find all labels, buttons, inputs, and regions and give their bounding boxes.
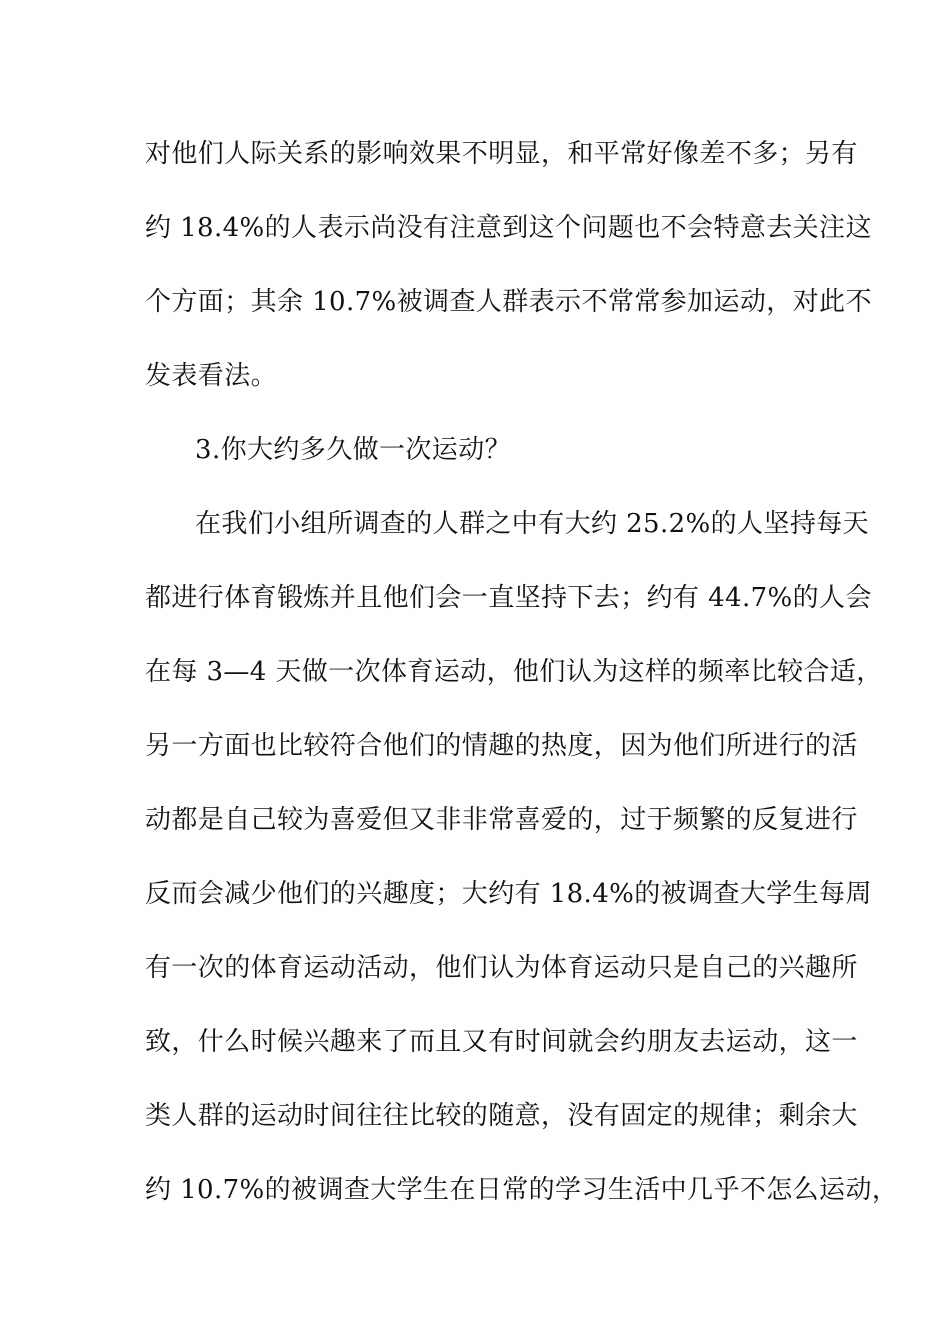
- paragraph-line: 有一次的体育运动活动，他们认为体育运动只是自己的兴趣所: [145, 953, 858, 983]
- paragraph-line: 动都是自己较为喜爱但又非非常喜爱的，过于频繁的反复进行: [145, 805, 858, 835]
- paragraph-line: 类人群的运动时间往往比较的随意，没有固定的规律；剩余大: [145, 1101, 858, 1131]
- paragraph-line: 都进行体育锻炼并且他们会一直坚持下去；约有 44.7%的人会: [145, 583, 872, 613]
- paragraph-line: 反而会减少他们的兴趣度；大约有 18.4%的被调查大学生每周: [145, 879, 872, 909]
- paragraph-line: 致，什么时候兴趣来了而且又有时间就会约朋友去运动，这一: [145, 1027, 858, 1057]
- paragraph-line: 约 18.4%的人表示尚没有注意到这个问题也不会特意去关注这: [145, 213, 872, 243]
- paragraph-line: 另一方面也比较符合他们的情趣的热度，因为他们所进行的活: [145, 731, 858, 761]
- paragraph-line: 个方面；其余 10.7%被调查人群表示不常常参加运动，对此不: [145, 287, 872, 317]
- paragraph-line: 发表看法。: [145, 361, 278, 391]
- section-question-heading: 3.你大约多久做一次运动？: [195, 435, 512, 465]
- paragraph-line: 在我们小组所调查的人群之中有大约 25.2%的人坚持每天: [195, 509, 870, 539]
- paragraph-line: 对他们人际关系的影响效果不明显，和平常好像差不多；另有: [145, 139, 858, 169]
- paragraph-line: 约 10.7%的被调查大学生在日常的学习生活中几乎不怎么运动，: [145, 1175, 899, 1205]
- paragraph-line: 在每 3—4 天做一次体育运动，他们认为这样的频率比较合适，: [145, 657, 883, 687]
